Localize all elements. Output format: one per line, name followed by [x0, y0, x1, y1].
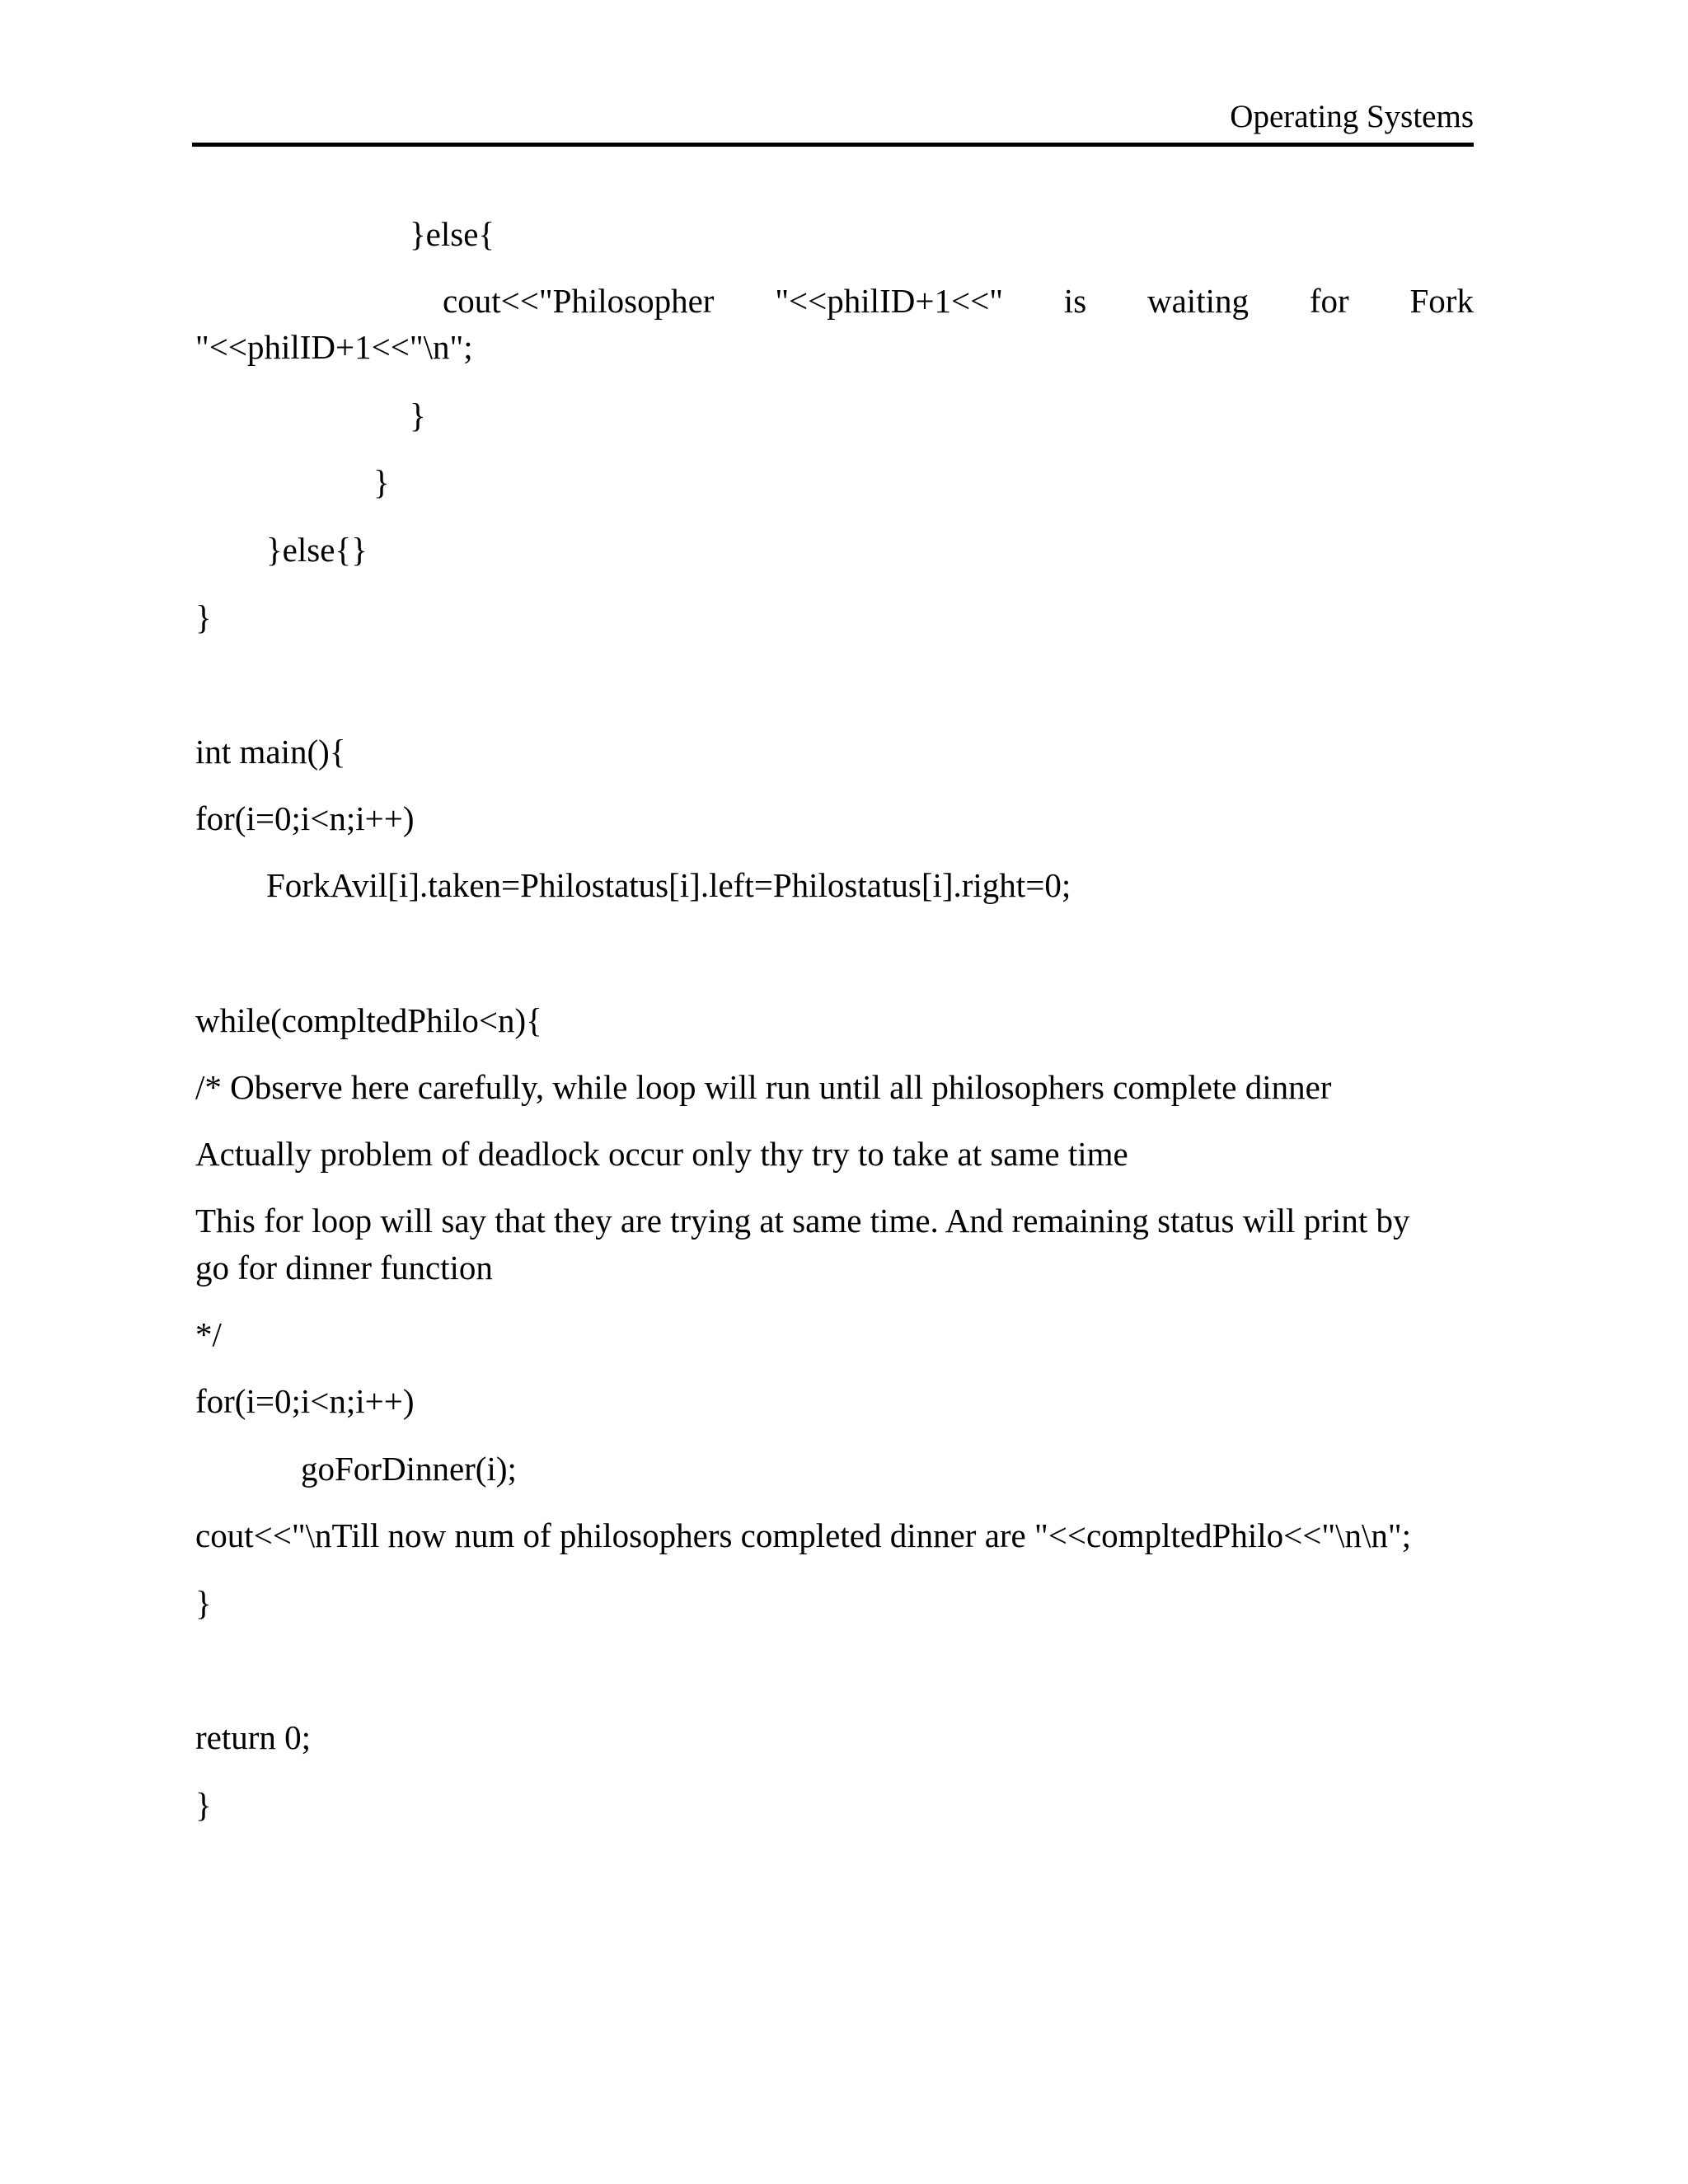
code-comment-end: */ [195, 1315, 222, 1353]
code-line-else-empty: }else{} [266, 531, 368, 569]
code-line-close-brace: } [373, 463, 390, 501]
code-word: "<<philID+1<<" [775, 282, 1003, 320]
code-line-go-for-dinner-call: goForDinner(i); [301, 1450, 517, 1488]
code-line-fork-init: ForkAvil[i].taken=Philostatus[i].left=Philostatus[i].right=0; [266, 866, 1071, 904]
code-comment-line: Actually problem of deadlock occur only thy try to take at same time [195, 1135, 1128, 1173]
code-line-else-open: }else{ [410, 215, 495, 253]
running-header-title: Operating Systems [1230, 99, 1474, 134]
code-word: waiting [1147, 282, 1249, 320]
code-line-close-brace: } [195, 1786, 212, 1824]
code-comment-line: This for loop will say that they are trying at same time. And remaining status will print by [195, 1202, 1410, 1240]
code-word: cout<<"Philosopher [443, 282, 715, 320]
code-line-return: return 0; [195, 1718, 312, 1756]
code-word: Fork [1409, 282, 1474, 320]
header-rule [192, 143, 1474, 147]
code-line-for-loop: for(i=0;i<n;i++) [195, 1382, 415, 1420]
code-line-main-signature: int main(){ [195, 733, 346, 771]
code-line-close-brace: } [195, 1584, 212, 1622]
code-comment-line: /* Observe here carefully, while loop will run until all philosophers complete dinner [195, 1068, 1332, 1106]
code-line-cout-continuation: "<<philID+1<<"\n"; [195, 328, 473, 366]
code-line-for-loop: for(i=0;i<n;i++) [195, 799, 415, 837]
code-line-cout-philosopher-waiting [443, 278, 1474, 324]
code-line-while-loop: while(compltedPhilo<n){ [195, 1001, 542, 1039]
code-line-close-brace: } [195, 598, 212, 636]
code-line-cout-completed: cout<<"\nTill now num of philosophers completed dinner are "<<compltedPhilo<<"\n\n"; [195, 1516, 1412, 1554]
code-word: is [1063, 282, 1087, 320]
code-line-close-brace: } [410, 396, 426, 434]
code-comment-line: go for dinner function [195, 1249, 493, 1286]
code-word: for [1309, 282, 1349, 320]
